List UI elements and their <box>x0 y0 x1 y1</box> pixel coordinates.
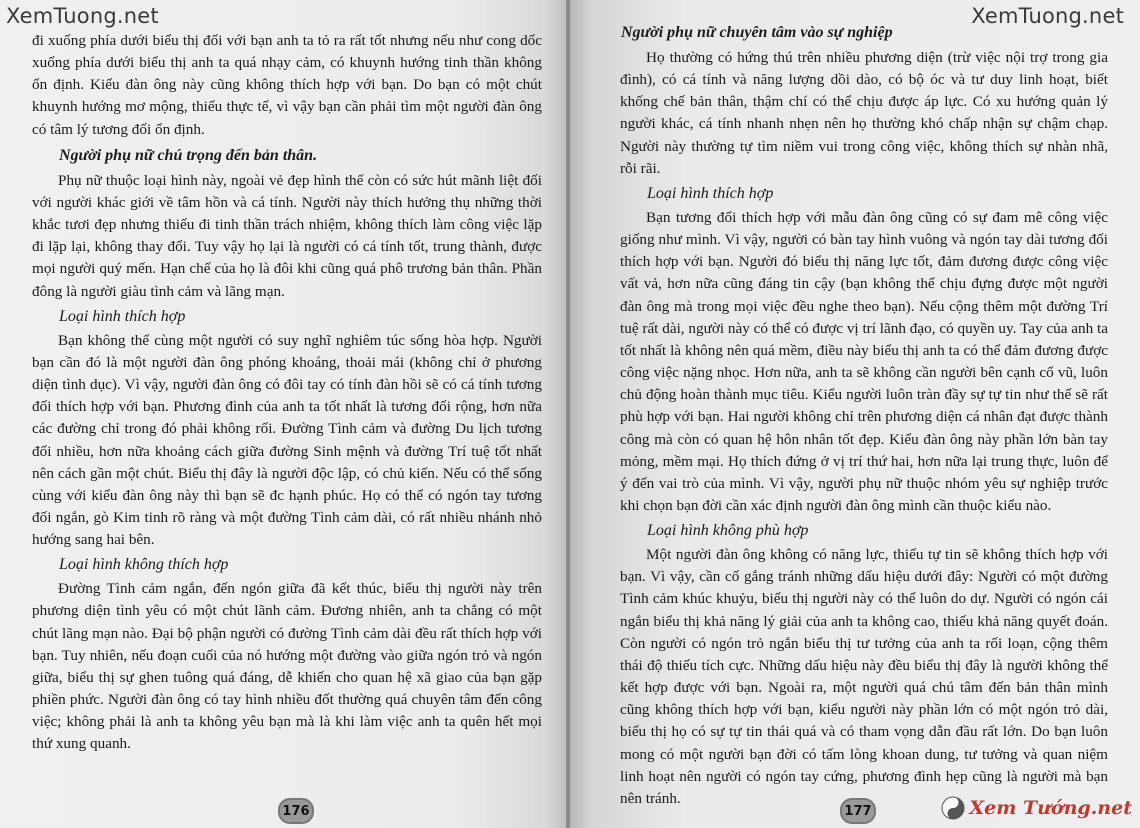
right-page-text <box>620 22 1108 810</box>
watermark: XemTuong.net <box>6 4 159 28</box>
subsection-heading: Loại hình thích hợp <box>647 184 774 202</box>
subsection-heading: Loại hình thích hợp <box>59 307 186 325</box>
left-page <box>0 0 568 828</box>
brand-text: Xem Tướng.net <box>969 797 1132 819</box>
paragraph: Bạn tương đối thích hợp với mẫu đàn ông cũng có sự đam mê công việc giống như mình. Vì vậy, người có bàn tay hình vuông và ngón tay dài tương đối thích hợp với bạn. Người đó biểu thị năng lực tốt, đảm đương được công việc vất vả, hơn nữa cũng đáng tin cậy (bạn không thể chịu đựng được một người đàn ông mà trong mọi việc đều nghe theo bạn). Nếu cộng thêm một đường Trí tuệ rất dài, người này có thể có được vị trí lãnh đạo, có quyền uy. Tay của anh ta tốt nhất là không nên quá mềm, điều này biểu thị anh ta có thể đảm đương được công việc nặng nhọc. Hơn nữa, anh ta sẽ không cần người bên cạnh cổ vũ, luôn chủ động hoàn thành mục tiêu. Kiểu người luôn tràn đầy sự tự tin như thế sẽ rất phù hợp với bạn. Hai người không chỉ trên phương diện cá nhân đạt được thành công mà còn có quan hệ hôn nhân tốt đẹp. Kiểu đàn ông này phần lớn bàn tay mỏng, mềm mại. Họ thích đứng ở vị trí thứ hai, hơn nữa lại trung thực, luôn để ý đến vai trò của mình. Vì vậy, người phụ nữ thuộc nhóm yêu sự nghiệp trước khi chọn bạn đời cần xác định người đàn ông mình cần thuộc kiểu nào. <box>620 208 1108 514</box>
brand-logo <box>941 796 1132 820</box>
paragraph: đi xuống phía dưới biểu thị đối với bạn anh ta tỏ ra rất tốt nhưng nếu như cong dốc xuống phía dưới biểu thị anh ta quá nhạy cảm, có khuynh hướng tinh thần không ổn định. Kiểu đàn ông này cũng không thích hợp với bạn. Do bạn có một chút khuynh hướng mơ mộng, thiếu thực tế, vì vậy bạn cần phải tìm một người đàn ông có tâm lý tương đối ổn định. <box>32 32 542 138</box>
right-page <box>570 0 1140 828</box>
yin-yang-icon <box>941 796 965 820</box>
subsection-heading: Loại hình không thích hợp <box>59 556 229 574</box>
section-heading: Người phụ nữ chú trọng đến bản thân. <box>59 146 318 164</box>
paragraph: Họ thường có hứng thú trên nhiều phương diện (trừ việc nội trợ trong gia đình), có cá tính và năng lượng dồi dào, có bộ óc và tư duy linh hoạt, biết khống chế bản thân, thậm chí có thể chịu được áp lực. Có xu hướng quản lý người khác, cá tính nhanh nhẹn nên họ thường khó chấp nhận sự chậm chạp. Người này thường tự tìm niềm vui trong công việc, không thích sự nhàn nhã, rỗi rãi. <box>620 49 1108 177</box>
left-page-text <box>32 30 542 756</box>
subsection-heading: Loại hình không phù hợp <box>647 522 809 540</box>
page-number: 176 <box>276 798 316 824</box>
page-number: 177 <box>838 798 878 824</box>
watermark: XemTuong.net <box>971 4 1124 28</box>
paragraph: Đường Tình cảm ngắn, đến ngón giữa đã kết thúc, biểu thị người này trên phương diện tình yêu có một chút lãnh cảm. Đương nhiên, anh ta chẳng có một chút lãng mạn nào. Đại bộ phận người có đường Tình cảm dài đều rất thích hợp với bạn. Tuy nhiên, nếu đoạn cuối của nó hướng một đường vào giữa ngón trỏ và ngón giữa, biểu thị sự ghen tuông quá đáng, dễ khiến cho quan hệ xã giao của bạn gặp phiền phức. Người đàn ông có tay hình nhiều đốt thường quá chuyên tâm đến công việc; không phải là anh ta không yêu bạn mà là khi làm việc anh ta quên hết mọi thứ xung quanh. <box>32 580 542 753</box>
paragraph: Bạn không thể cùng một người có suy nghĩ nghiêm túc sống hòa hợp. Người bạn cần đó là một người đàn ông phóng khoáng, thoải mái (không chỉ ở phương diện tình dục). Vì vậy, người đàn ông có đôi tay có tính đàn hồi sẽ có cá tính tương đối thích hợp với bạn. Phương đình của anh ta tốt nhất là tương đối rộng, hơn nữa các đường chỉ trong đó phải không rối. Đường Tình cảm và đường Du lịch tương đối nhiều, hơn nữa khoảng cách giữa đường Sinh mệnh và đường Trí tuệ tốt nhất nên cách gần một chút. Biểu thị đây là người độc lập, có chủ kiến. Nếu có thể sống cùng với kiểu đàn ông này thì bạn sẽ đc hạnh phúc. Họ có thể có ngón tay tương đối ngắn, gò Kim tinh rõ ràng và một đường Tình cảm dài, có rất nhiều nhánh nhỏ hướng sang hai bên. <box>32 331 542 549</box>
paragraph: Phụ nữ thuộc loại hình này, ngoài vẻ đẹp hình thể còn có sức hút mãnh liệt đối với người khác giới về tâm hồn và cá tính. Người này thích hưởng thụ những thời khắc tươi đẹp nhưng thiếu đi tinh thần trách nhiệm, không thích làm công việc lặp đi lặp lại, không thay đổi. Tuy vậy họ lại là người có cá tính tốt, trung thành, được mọi người quý mến. Hạn chế của họ là đôi khi cũng quá phô trương bản thân. Phần đông là người giàu tình cảm và lãng mạn. <box>32 171 542 300</box>
section-heading: Người phụ nữ chuyên tâm vào sự nghiệp <box>621 24 893 41</box>
paragraph: Một người đàn ông không có năng lực, thiếu tự tin sẽ không thích hợp với bạn. Vì vậy, cần cố gắng tránh những dấu hiệu dưới đây: Người có một đường Tình cảm khúc khuỷu, biểu thị người này có thể luôn do dự. Người có ngón cái ngắn biểu thị khả năng lý giải của anh ta không cao, thiếu khả năng quyết đoán. Còn người có ngón trỏ ngắn biểu thị tư tưởng của anh ta rối loạn, cộng thêm thái độ thiếu tích cực. Những dấu hiệu này đều biểu thị đây là người không thể kết hợp được với bạn. Ngoài ra, một người quá chú tâm đến bản thân mình cũng không thích hợp với bạn, kiểu người này phần lớn có một ngón trỏ dài, biểu thị họ có sự tự tin thái quá và có tham vọng dẫn đầu rất lớn. Do bạn luôn mong có một người bạn đời có tấm lòng khoan dung, tư tưởng và quan niệm linh hoạt nên người có ngón tay cứng, phương đình hẹp cũng là người mà bạn nên tránh. <box>620 546 1108 807</box>
